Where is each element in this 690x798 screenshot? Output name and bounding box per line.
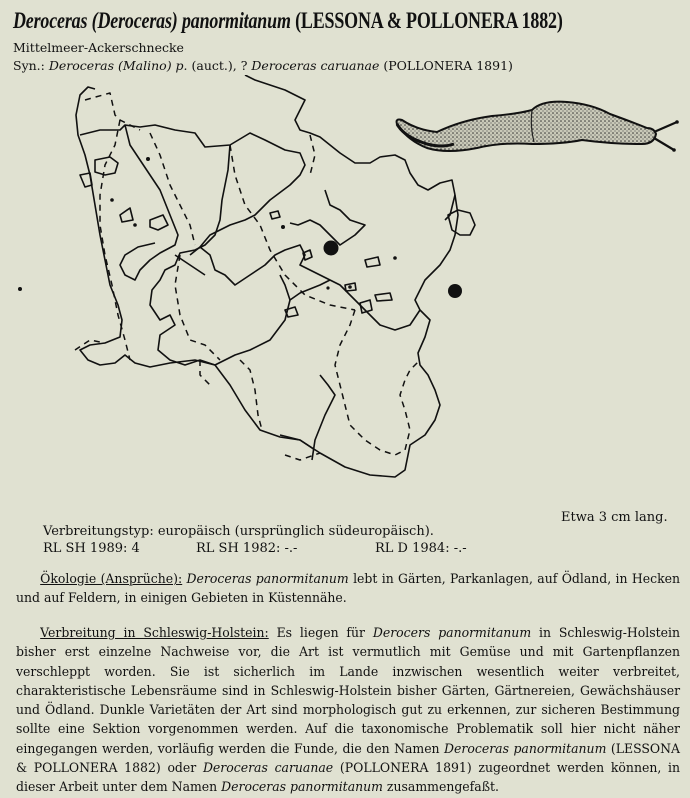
- oekologie-paragraph: [16, 570, 680, 609]
- verbreitung-heading: Verbreitung in Schleswig-Holstein:: [40, 626, 269, 641]
- species-name: Deroceras (Deroceras) panormitanum: [13, 8, 291, 33]
- syn-label: Syn.:: [13, 58, 45, 73]
- verbreitung-paragraph: [16, 624, 680, 798]
- species-ref: Deroceras panormitanum: [221, 780, 383, 796]
- species-title: [13, 8, 563, 34]
- record-point: [324, 241, 339, 256]
- species-ref: Derocers panormitanum: [372, 626, 532, 641]
- species-ref: Deroceras caruanae: [202, 761, 334, 777]
- syn-auct: (auct.), ?: [191, 58, 248, 73]
- species-ref: Deroceras panormitanum: [444, 741, 607, 757]
- slug-illustration: [392, 92, 687, 164]
- synonyms: [13, 58, 513, 73]
- oekologie-heading: Ökologie (Ansprüche):: [40, 572, 183, 587]
- text-run: zusammengefaßt.: [382, 780, 500, 796]
- species-author: (LESSONA & POLLONERA 1882): [295, 8, 563, 33]
- rl-d-1984: RL D 1984: -.-: [375, 541, 467, 556]
- text-run: (POLLONERA 1891) zugeordnet werden können, in dieser Arbeit unter dem Namen: [16, 761, 681, 796]
- syn-author-2: (POLLONERA 1891): [383, 58, 513, 73]
- oekologie-text: lebt in Gärten, Parkanlagen, auf Ödland, in Hecken und auf Feldern, in einigen Gebieten in Küstennähe.: [16, 572, 681, 607]
- species-ref: Deroceras panormitanum: [186, 572, 349, 587]
- record-point: [448, 284, 462, 298]
- rl-sh-1989: RL SH 1989: 4: [43, 541, 140, 556]
- syn-name-1: Deroceras (Malino) p.: [48, 58, 188, 73]
- common-name: Mittelmeer-Ackerschnecke: [13, 40, 184, 55]
- text-run: in Schleswig-Holstein bisher erst einzelne Nachweise vor, die Art ist vermutlich mit Gemüse und mit Gartenpflanzen verschleppt worden. Sie ist sicherlich im Lande inzwischen wesentlich weiter verbreitet, charakteristische Lebensräume sind in Schleswig-Holstein bisher Gärten, Gärtnereien, Gewächshäuser und Ödland. Dunkle Varietäten der Art sind morphologisch gut zu erkennen, zur sicheren Bestimmung sollte eine Sektion vorgenommen werden. Auf die taxonomische Problematik soll hier nicht näher eingegangen werden, vorläufig werden die Funde, die den Namen: [16, 626, 681, 757]
- size-note: Etwa 3 cm lang.: [561, 510, 668, 525]
- text-run: (LESSONA & POLLONERA 1882) oder: [16, 741, 681, 777]
- verbreitungstyp: Verbreitungstyp: europäisch (ursprünglich südeuropäisch).: [43, 524, 434, 539]
- rl-sh-1982: RL SH 1982: -.-: [196, 541, 298, 556]
- text-run: Es liegen für: [268, 626, 373, 641]
- syn-name-2: Deroceras caruanae: [251, 58, 380, 73]
